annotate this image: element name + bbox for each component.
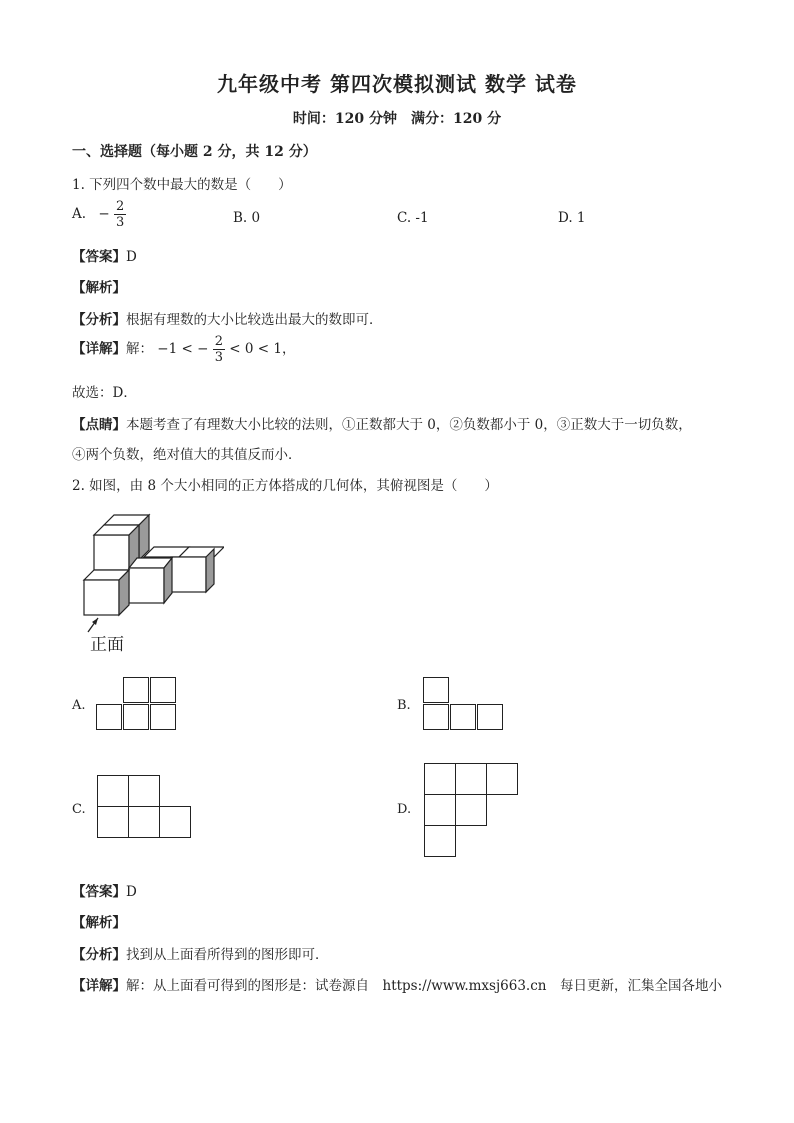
q1-option-c: C. -1	[397, 210, 429, 226]
q1-option-a-fraction	[114, 199, 126, 230]
q2-stem: 2. 如图，由 8 个大小相同的正方体搭成的几何体，其俯视图是（ ）	[72, 478, 498, 494]
analysis-tag: 【解析】	[72, 280, 126, 296]
q2-option-c-label: C.	[72, 802, 86, 817]
q2-option-a-grid	[96, 677, 180, 733]
fenxi-tag: 【分析】	[72, 947, 126, 963]
q1-option-b: B. 0	[233, 210, 261, 226]
fenxi-tag: 【分析】	[72, 312, 126, 328]
q1-dianjing-text-2: ④两个负数，绝对值大的其值反而小．	[72, 447, 302, 463]
q1-answer-value: D	[126, 249, 137, 265]
q2-xiangjie-text: 解：从上面看可得到的图形是：试卷源自 https://www.mxsj663.cn 每日更新，汇集全国各地小	[126, 978, 722, 994]
xiangjie-tag: 【详解】	[72, 341, 126, 357]
answer-tag: 【答案】	[72, 249, 126, 265]
q1-dianjing	[72, 413, 692, 433]
q2-xiangjie	[72, 974, 722, 994]
q1-inequality-left: −1 < −	[157, 341, 209, 357]
exam-info: 时间：120 分钟 满分：120 分	[292, 111, 502, 127]
q2-answer	[72, 880, 137, 900]
q2-option-b-grid	[423, 677, 507, 733]
xiangjie-tag: 【详解】	[72, 978, 126, 994]
q1-option-a-numerator: 2	[115, 199, 125, 214]
q1-inequality-denominator: 3	[214, 350, 223, 365]
q1-inequality-fraction	[213, 334, 225, 365]
q2-fenxi-text: 找到从上面看所得到的图形即可．	[126, 947, 329, 963]
q2-option-b-label: B.	[397, 698, 411, 713]
q1-analysis-heading	[72, 276, 126, 296]
front-label: 正面	[90, 635, 124, 655]
section-heading: 一、选择题（每小题 2 分，共 12 分）	[72, 144, 317, 160]
q1-option-d: D. 1	[558, 210, 586, 226]
q1-option-a	[72, 199, 126, 230]
q2-option-d-label: D.	[397, 802, 412, 817]
q1-dianjing-text-1: 本题考查了有理数大小比较的法则，①正数都大于 0，②负数都小于 0，③正数大于一切负数，	[126, 417, 692, 433]
q1-choice: 故选：D．	[72, 385, 137, 401]
q1-option-a-label: A.	[72, 206, 87, 222]
q1-option-a-sign: −	[98, 206, 110, 222]
q2-answer-value: D	[126, 884, 137, 900]
q1-answer	[72, 245, 137, 265]
page-title: 九年级中考 第四次模拟测试 数学 试卷	[217, 72, 577, 96]
q2-analysis-heading	[72, 911, 126, 931]
answer-tag: 【答案】	[72, 884, 126, 900]
q1-option-a-denominator: 3	[115, 215, 125, 230]
q1-fenxi	[72, 308, 383, 328]
dianjing-tag: 【点睛】	[72, 417, 126, 433]
analysis-tag: 【解析】	[72, 915, 126, 931]
q1-fenxi-text: 根据有理数的大小比较选出最大的数即可．	[126, 312, 383, 328]
q2-option-d-grid	[424, 763, 520, 861]
q2-fenxi	[72, 943, 329, 963]
q1-xiangjie	[72, 334, 295, 365]
q1-inequality-numerator: 2	[214, 334, 223, 349]
q2-option-c-grid	[97, 775, 193, 841]
q2-option-a-label: A.	[72, 698, 86, 713]
q1-inequality-right: < 0 < 1，	[229, 341, 296, 357]
q1-stem: 1. 下列四个数中最大的数是（ ）	[72, 177, 292, 193]
q1-xiangjie-prefix: 解：	[126, 341, 153, 357]
